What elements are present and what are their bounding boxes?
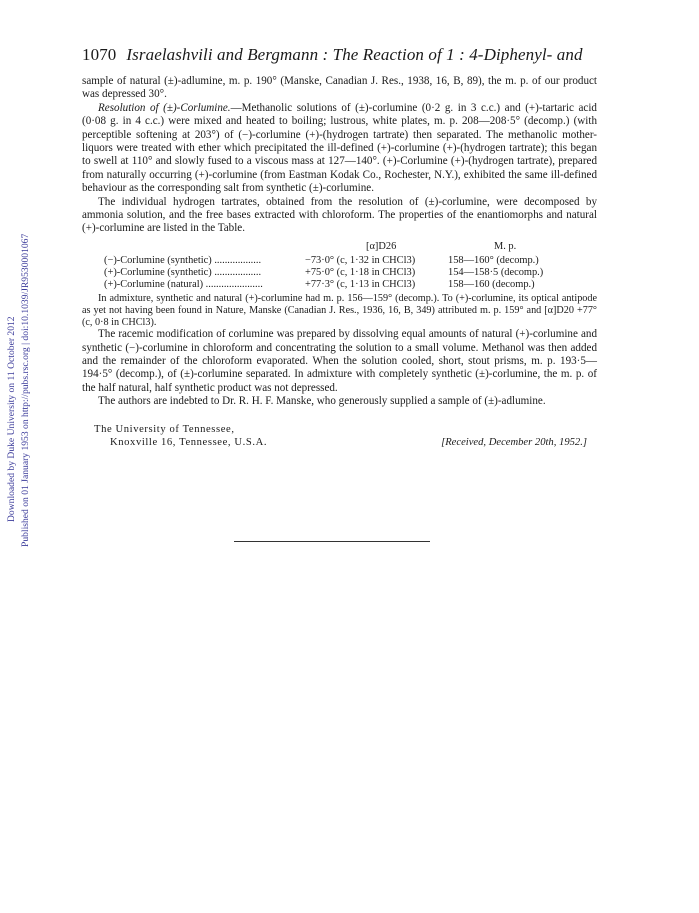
publication-notice: Published on 01 January 1953 on http://pubs.rsc.org | doi:10.1039/JR9530001067 — [20, 233, 31, 547]
row-name: (−)-Corlumine (synthetic) .................. — [104, 254, 262, 266]
row-mp: 154—158·5 (decomp.) — [448, 267, 544, 279]
received-date: [Received, December 20th, 1952.] — [441, 436, 587, 448]
paragraph-resolution-text: —Methanolic solutions of (±)-corlumine (0·2 g. in 3 c.c.) and (+)-tartaric acid (0·08 g. in 4 c.c.) were mixed and heated to boiling; lustrous, white plates, m. p. 208—208·5° (decomp.) (with perceptible softening at 203°) of (−)-corlumine (+)-(hydrogen tartrate) then separated. The methanolic mother-liquors were treated with ether which precipitated the ill-defined (+)-corlumine (+)-(hydrogen tartrate); this began to swell at 110° and slowly fused to a viscous mass at 127—140°. (+)-Corlumine (+)-(hydrogen tartrate), prepared from naturally occurring (+)-corlumine (from Eastman Kodak Co., Rochester, N.Y.), exhibited the same ill-defined behaviour as the corresponding salt from synthetic (±)-corlumine. — [82, 101, 597, 195]
table-row — [82, 255, 597, 267]
section-heading: Resolution of (±)-Corlumine. — [98, 101, 231, 114]
download-notice: Downloaded by Duke University on 11 October 2012 — [6, 316, 17, 522]
properties-table — [82, 241, 597, 292]
row-rotation: +75·0° (c, 1·18 in CHCl3) — [305, 267, 416, 279]
running-head — [82, 45, 597, 65]
institution-name: The University of Tennessee, — [94, 423, 235, 435]
row-name: (+)-Corlumine (natural) ...................... — [104, 279, 263, 291]
page-number: 1070 — [82, 45, 117, 64]
row-mp: 158—160° (decomp.) — [448, 254, 539, 266]
column-header-mp: M. p. — [494, 240, 517, 252]
row-mp: 158—160 (decomp.) — [448, 279, 535, 291]
author-address — [82, 423, 597, 451]
end-rule — [234, 541, 430, 542]
row-rotation: −73·0° (c, 1·32 in CHCl3) — [305, 254, 416, 266]
paragraph-tartrates: The individual hydrogen tartrates, obtained from the resolution of (±)-corlumine, were decomposed by ammonia solution, and the free bases extracted with chloroform. The properties of the enantiomorphs and natural (+)-corlumine are listed in the Table. — [82, 195, 597, 235]
table-row — [82, 267, 597, 279]
column-header-rotation: [α]D26 — [366, 240, 397, 252]
paragraph-admixture: In admixture, synthetic and natural (+)-corlumine had m. p. 156—159° (decomp.). To (+)-corlumine, its optical antipode as yet not having been found in Nature, Manske (Canadian J. Res., 1936, 16, B, 349) attributed m. p. 159° and [α]D20 +77° (c, 0·8 in CHCl3). — [82, 293, 597, 328]
table-header — [82, 241, 597, 255]
paragraph-resolution — [82, 102, 597, 196]
row-name: (+)-Corlumine (synthetic) .................. — [104, 267, 262, 279]
institution-city: Knoxville 16, Tennessee, U.S.A. — [110, 436, 268, 448]
paragraph-acknowledgement: The authors are indebted to Dr. R. H. F. Manske, who generously supplied a sample of (±)-adlumine. — [98, 395, 546, 408]
running-title: Israelashvili and Bergmann : The Reaction of 1 : 4-Diphenyl- and — [126, 45, 583, 64]
table-row — [82, 279, 597, 291]
paragraph-racemic: The racemic modification of corlumine was prepared by dissolving equal amounts of natural (+)-corlumine and synthetic (−)-corlumine in chloroform and concentrating the solution to a small volume. Methanol was then added and the remainder of the chloroform evaporated. When the solution cooled, short, stout prisms, m. p. 193·5—194·5° (decomp.), of (±)-corlumine separated. In admixture with completely synthetic (±)-corlumine, the m. p. of the half natural, half synthetic product was not depressed. — [82, 328, 597, 394]
article-page — [82, 45, 597, 451]
download-watermark — [0, 0, 40, 913]
paragraph-adlumine: sample of natural (±)-adlumine, m. p. 190° (Manske, Canadian J. Res., 1938, 16, B, 89), the m. p. of our product was depressed 30°. — [82, 75, 597, 101]
row-rotation: +77·3° (c, 1·13 in CHCl3) — [305, 279, 416, 291]
